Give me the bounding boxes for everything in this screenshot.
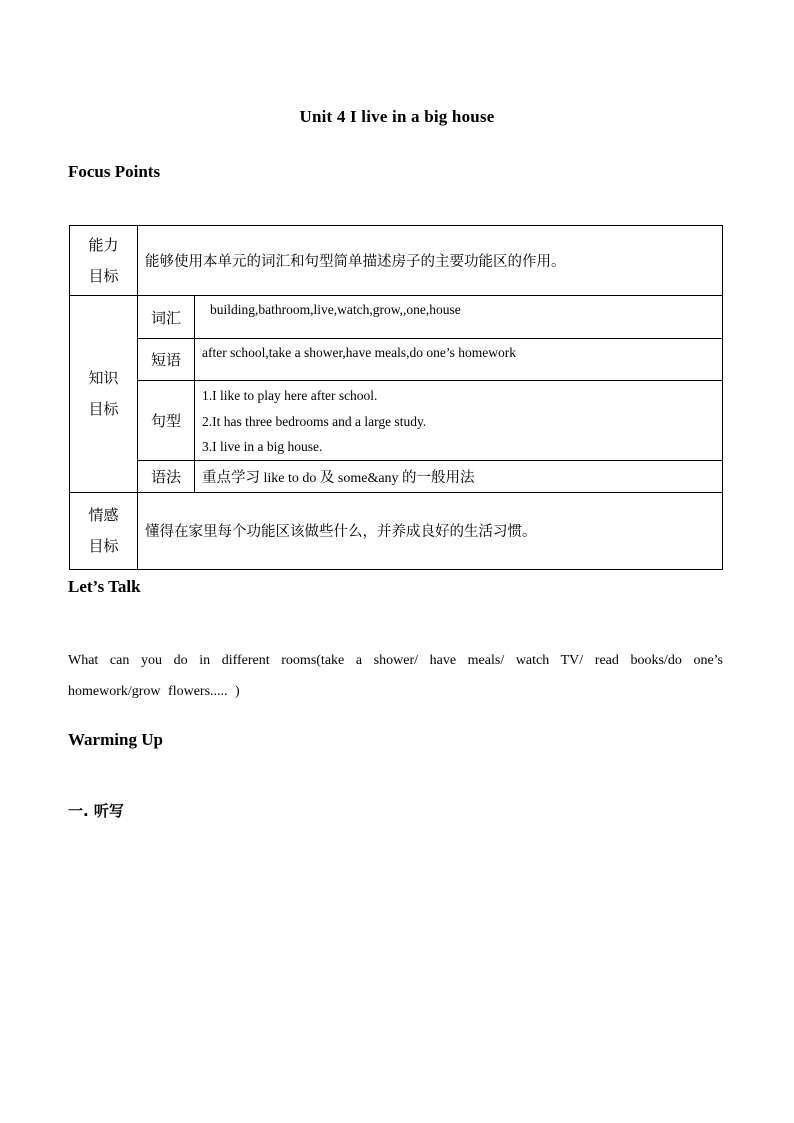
knowledge-label: 知识 目标 (70, 296, 138, 493)
ability-label: 能力 目标 (70, 226, 138, 296)
warming-up-heading: Warming Up (68, 730, 163, 749)
emotion-row (70, 492, 723, 569)
sentence-line: 1.I like to play here after school. (202, 388, 378, 403)
sentence-line: 3.I live in a big house. (202, 439, 323, 454)
focus-points-heading: Focus Points (68, 162, 161, 181)
grammar-row (70, 460, 723, 492)
phrase-content: after school,take a shower,have meals,do one’s homework (195, 339, 723, 381)
lets-talk-text: What can you do in different rooms(take a shower/ have meals/ watch TV/ read books/do one’s homework/grow flowers..... ) (68, 653, 723, 699)
sentence-row (70, 381, 723, 461)
emotion-content: 懂得在家里每个功能区该做些什么，并养成良好的生活习惯。 (138, 492, 723, 569)
sentence-content (195, 381, 723, 461)
phrase-label: 短语 (138, 339, 195, 381)
lets-talk-heading: Let’s Talk (68, 577, 141, 596)
emotion-label: 情感 目标 (70, 492, 138, 569)
vocab-content: building,bathroom,live,watch,grow,,one,house (195, 296, 723, 339)
vocab-label: 词汇 (138, 296, 195, 339)
page-title: Unit 4 I live in a big house (299, 107, 495, 126)
dictation-heading: 一. 听写 (68, 802, 124, 820)
phrase-row (70, 339, 723, 381)
ability-content: 能够使用本单元的词汇和句型简单描述房子的主要功能区的作用。 (138, 226, 723, 296)
grammar-content: 重点学习 like to do 及 some&any 的一般用法 (195, 460, 723, 492)
focus-points-table (69, 225, 723, 570)
ability-row (70, 226, 723, 296)
sentence-line: 2.It has three bedrooms and a large study. (202, 413, 427, 429)
vocab-row (70, 296, 723, 339)
sentence-label: 句型 (138, 381, 195, 461)
grammar-label: 语法 (138, 460, 195, 492)
